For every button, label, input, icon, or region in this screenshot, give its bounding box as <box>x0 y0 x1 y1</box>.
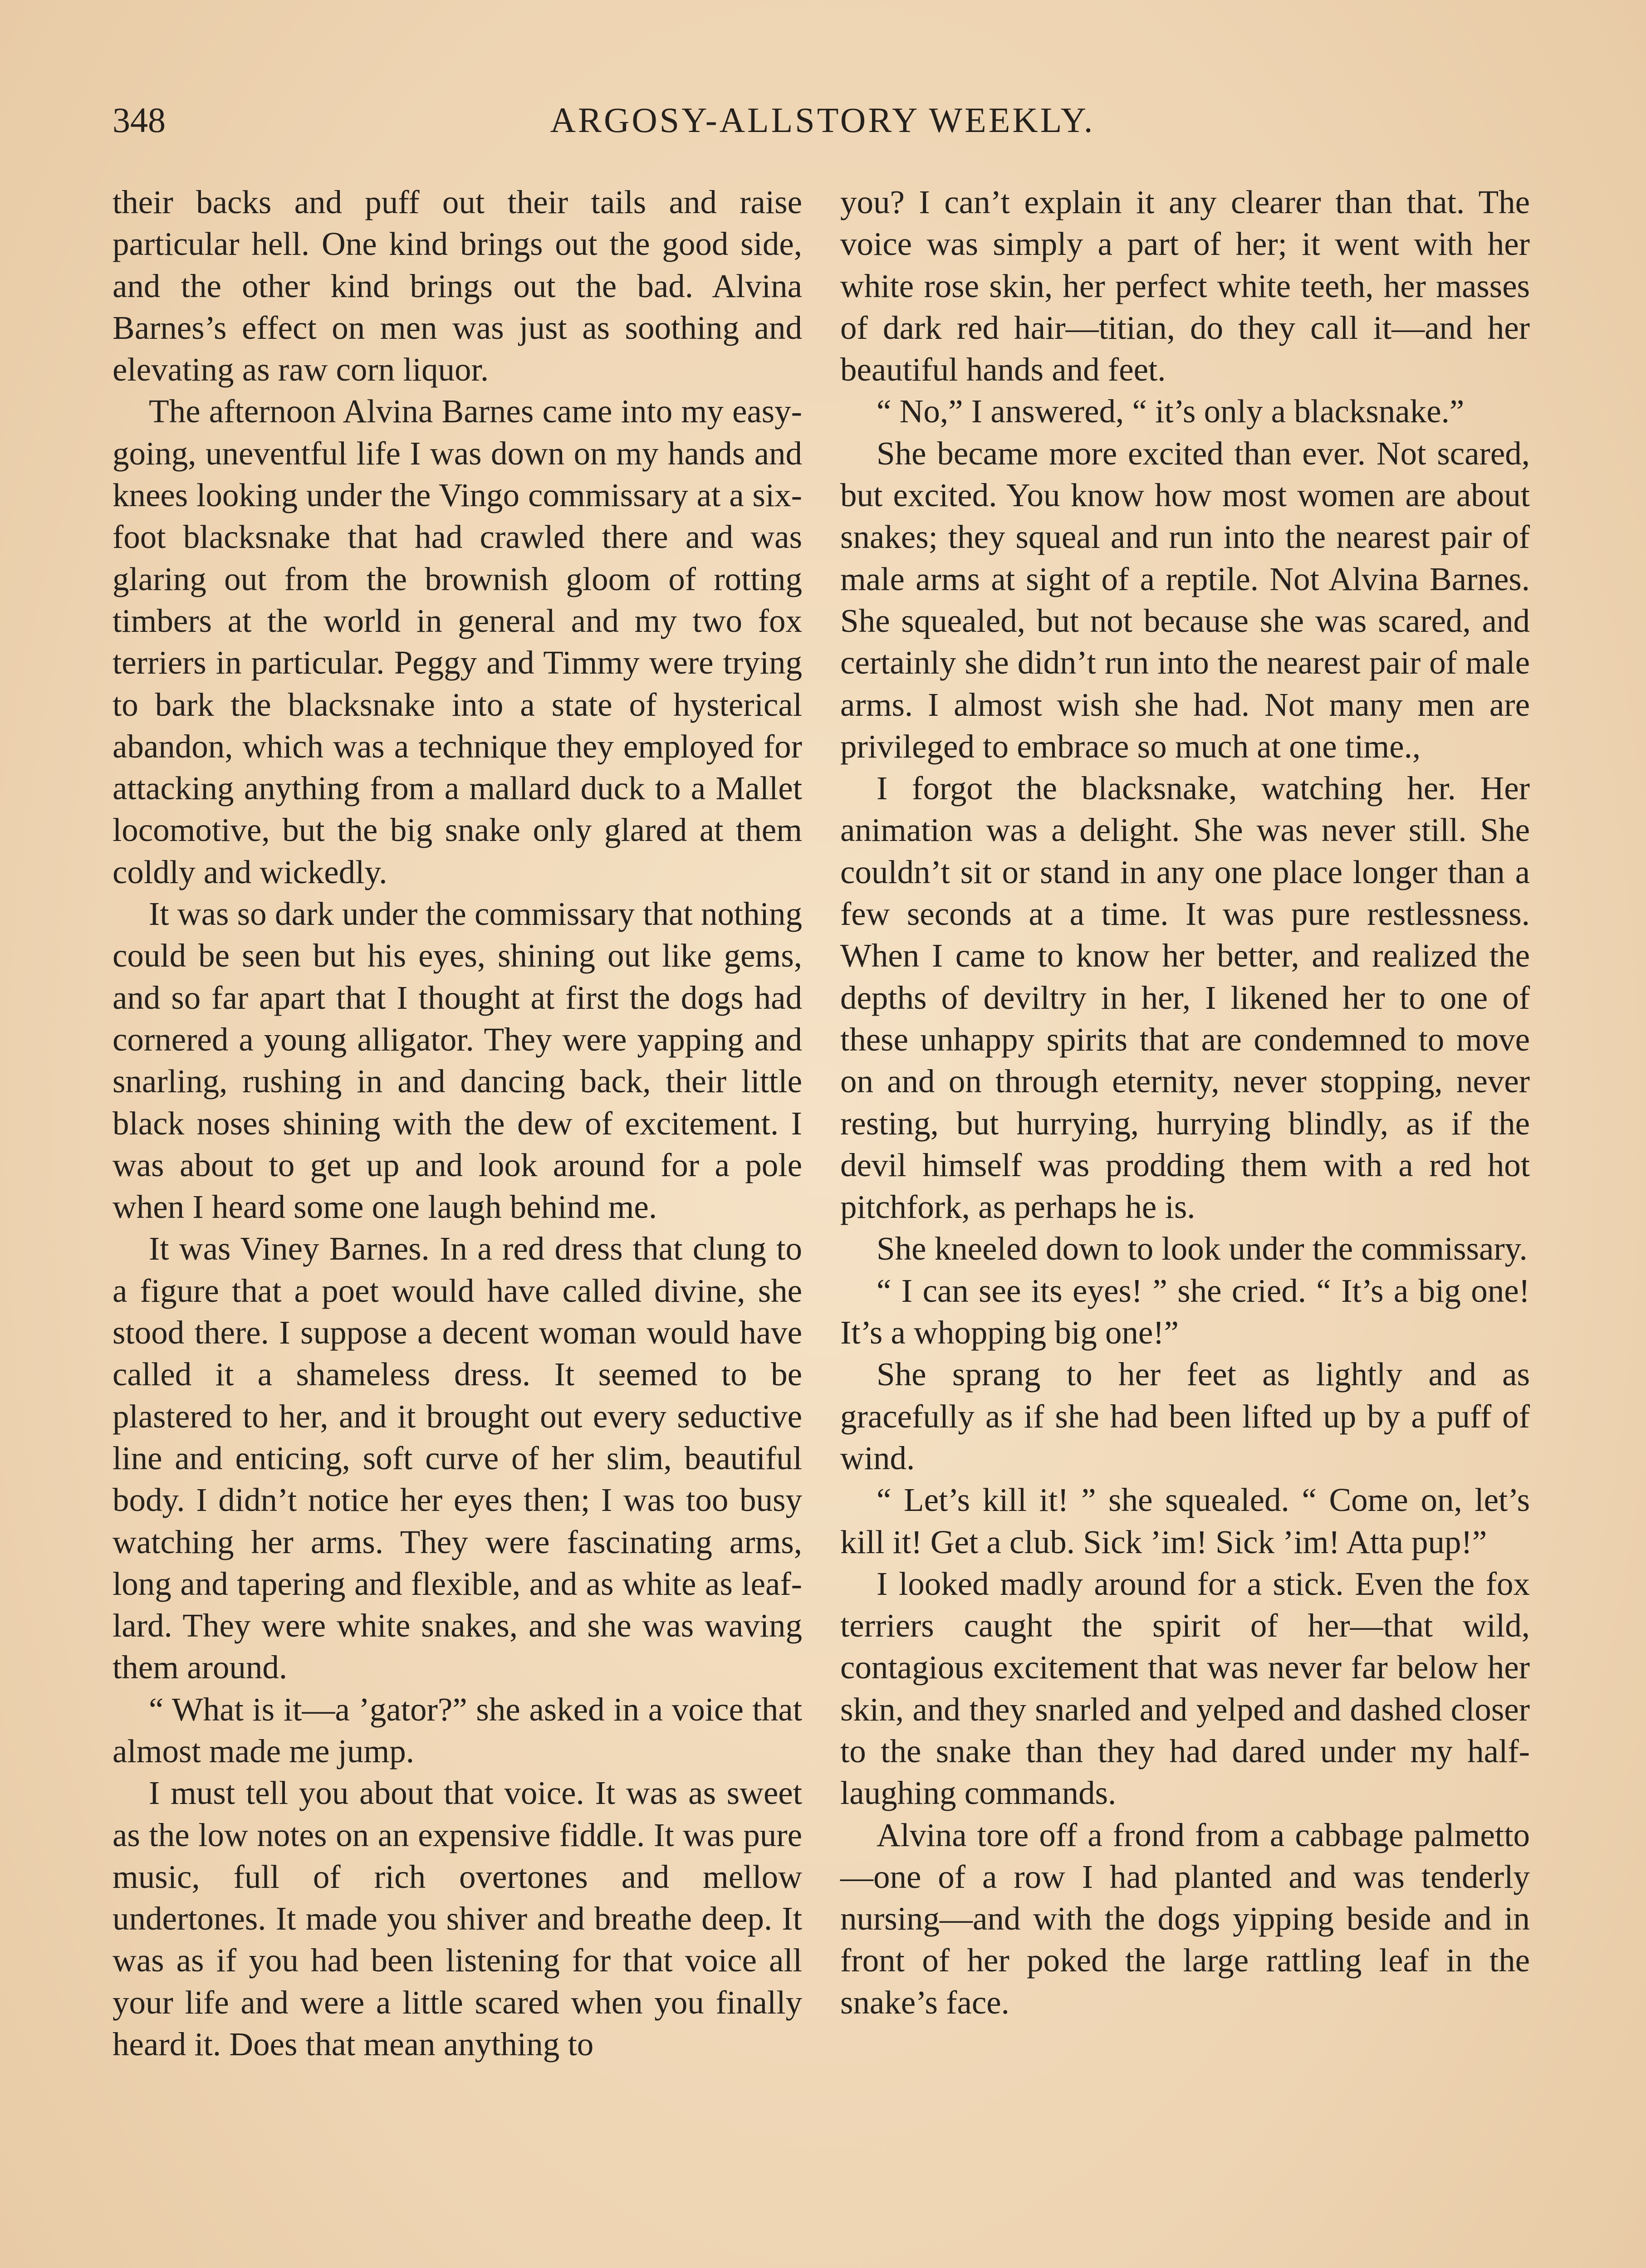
paragraph: I looked madly around for a stick. Even the fox terriers caught the spirit of her—that wild, contagious excitement that was never far below her skin, and they snarled and yelped and dashed closer to the snake than they had dared under my half-laughing commands. <box>840 1565 1530 1812</box>
paragraph: I forgot the blacksnake, watching her. Her animation was a delight. She was never still. She couldn’t sit or stand in any one place longer than a few seconds at a time. It was pure restlessness. When I came to know her better, and realized the depths of deviltry in her, I likened her to one of these unhappy spirits that are condemned to move on and on through eternity, never stopping, never resting, but hurrying, hurrying blindly, as if the devil himself was prodding them with a red hot pitchfork, as perhaps he is. <box>840 770 1530 1226</box>
paragraph: you? I can’t explain it any clearer than that. The voice was simply a part of her; it went with her white rose skin, her perfect white teeth, her masses of dark red hair—titian, do they call it—and her beautiful hands and feet. <box>840 184 1530 388</box>
paragraph: It was Viney Barnes. In a red dress that clung to a figure that a poet would have called divine, she stood there. I suppose a decent woman would have called it a shameless dress. It seemed to be plastered to her, and it brought out every seductive line and enticing, soft curve of her slim, beautiful body. I didn’t notice her eyes then; I was too busy watching her arms. They were fascinating arms, long and tapering and flexible, and as white as leaf-lard. They were white snakes, and she was waving them around. <box>113 1230 802 1686</box>
paragraph: The afternoon Alvina Barnes came into my easy-going, uneventful life I was down on my hands and knees looking under the Vingo commissary at a six-foot blacksnake that had crawled there and was glaring out from the brownish gloom of rotting timbers at the world in general and my two fox terriers in particular. Peggy and Timmy were trying to bark the blacksnake into a state of hysterical abandon, which was a technique they employed for attacking anything from a mallard duck to a Mallet locomotive, but the big snake only glared at them coldly and wickedly. <box>113 393 802 890</box>
left-column <box>113 181 802 2065</box>
paragraph: Alvina tore off a frond from a cabbage palmetto—one of a row I had planted and was tenderly nursing—and with the dogs yipping beside and in front of her poked the large rattling leaf in the snake’s face. <box>840 1816 1530 2021</box>
page-number: 348 <box>113 100 166 140</box>
running-title: ARGOSY-ALLSTORY WEEKLY. <box>550 100 1095 140</box>
right-column <box>840 181 1530 2024</box>
page-header <box>113 95 1533 145</box>
paragraph: It was so dark under the commissary that nothing could be seen but his eyes, shining out like gems, and so far apart that I thought at first the dogs had cornered a young alligator. They were yapping and snarling, rushing in and dancing back, their little black noses shining with the dew of excitement. I was about to get up and look around for a pole when I heard some one laugh behind me. <box>113 895 802 1226</box>
paragraph: She kneeled down to look under the commissary. <box>877 1230 1528 1267</box>
paragraph: “ I can see its eyes! ” she cried. “ It’s a big one! It’s a whopping big one!” <box>840 1272 1530 1351</box>
paragraph: She became more excited than ever. Not scared, but excited. You know how most women are about snakes; they squeal and run into the nearest pair of male arms at sight of a reptile. Not Alvina Barnes. She squealed, but not because she was scared, and certainly she didn’t run into the nearest pair of male arms. I almost wish she had. Not many men are privileged to embrace so much at one time., <box>840 435 1530 765</box>
paragraph: “ What is it—a ’gator?” she asked in a voice that almost made me jump. <box>113 1691 802 1769</box>
paragraph: I must tell you about that voice. It was as sweet as the low notes on an expensive fiddle. It was pure music, full of rich overtones and mellow undertones. It made you shiver and breathe deep. It was as if you had been listening for that voice all your life and were a little scared when you finally heard it. Does that mean anything to <box>113 1774 802 2063</box>
paragraph: their backs and puff out their tails and raise particular hell. One kind brings out the good side, and the other kind brings out the bad. Alvina Barnes’s effect on men was just as soothing and elevating as raw corn liquor. <box>113 184 802 388</box>
paragraph: She sprang to her feet as lightly and as gracefully as if she had been lifted up by a puff of wind. <box>840 1356 1530 1476</box>
paragraph: “ No,” I answered, “ it’s only a blacksnake.” <box>877 393 1465 430</box>
paragraph: “ Let’s kill it! ” she squealed. “ Come on, let’s kill it! Get a club. Sick ’im! Sick ’im! Atta pup!” <box>840 1481 1530 1560</box>
